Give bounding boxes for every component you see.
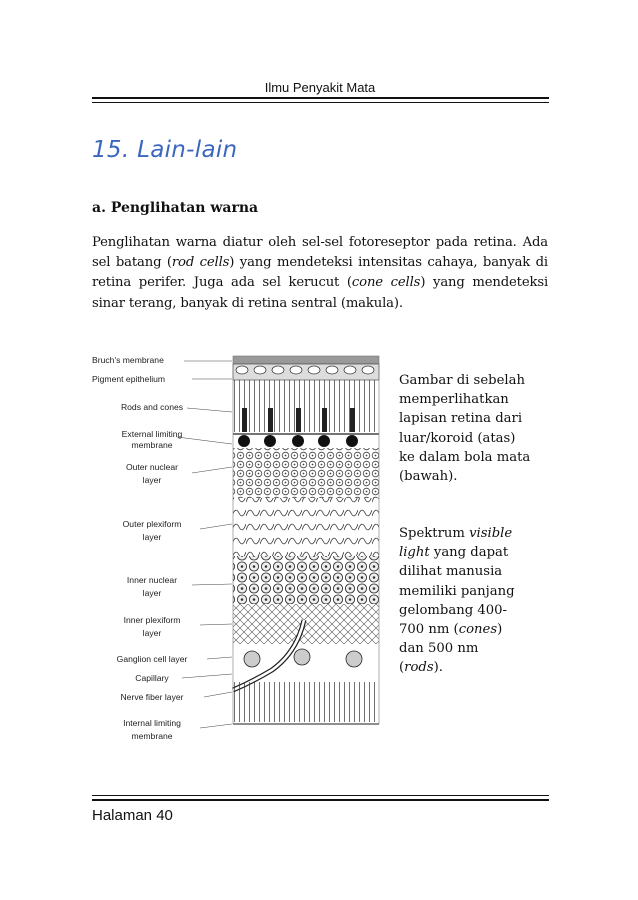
spectrum-text-8a: ( <box>399 660 405 676</box>
caption-line-4: luar/koroid (atas) <box>399 430 516 446</box>
spectrum-text-1a: Spektrum <box>399 526 470 541</box>
caption-line-2: memperlihatkan <box>399 392 509 408</box>
spectrum-term-light: light <box>399 545 430 561</box>
caption-line-1: Gambar di sebelah <box>399 373 525 388</box>
caption-line-5: ke dalam bola mata <box>399 449 531 465</box>
retina-layers <box>233 356 379 724</box>
header-rule-thick <box>92 97 549 99</box>
label-pigment-epithelium: Pigment epithelium <box>92 374 166 384</box>
spectrum-text-3: dilihat manusia <box>399 564 503 580</box>
spectrum-term-rods: rods <box>404 660 434 676</box>
label-nerve-fiber-layer: Nerve fiber layer <box>120 692 184 702</box>
label-internal-limiting-1: Internal limiting <box>123 718 181 728</box>
intro-text-1: Penglihatan warna diatur oleh sel-sel fotoreseptor pada retina. Ada sel batang ( <box>92 235 548 271</box>
label-rods-and-cones: Rods and cones <box>120 402 184 412</box>
page-number: Halaman 40 <box>92 807 173 824</box>
leader-lines <box>177 361 232 728</box>
label-inner-plexiform-2: layer <box>142 628 162 638</box>
retina-layers-figure <box>92 352 392 747</box>
label-internal-limiting-2: membrane <box>131 731 173 741</box>
chapter-title: 15. Lain-lain <box>92 137 238 163</box>
label-bruchs-membrane: Bruch's membrane <box>92 355 164 365</box>
label-outer-plexiform-2: layer <box>142 532 162 542</box>
spectrum-text-6c: ) <box>497 622 503 638</box>
spectrum-text-6a: 700 nm ( <box>399 622 459 638</box>
intro-cone-term: cone cells <box>351 275 421 291</box>
spectrum-note <box>399 524 559 678</box>
header-rule-thin <box>92 102 549 103</box>
label-ganglion-cell-layer: Ganglion cell layer <box>116 654 188 664</box>
intro-paragraph <box>92 233 548 314</box>
label-outer-plexiform-1: Outer plexiform <box>122 519 182 529</box>
running-header: Ilmu Penyakit Mata <box>264 80 376 95</box>
intro-text-3: ) yang mendeteksi sinar terang, banyak di retina sentral (makula). <box>92 275 549 311</box>
label-inner-nuclear-1: Inner nuclear <box>126 575 178 585</box>
section-heading: a. Penglihatan warna <box>92 200 259 216</box>
spectrum-term-visible: visible <box>469 526 513 541</box>
label-inner-plexiform-1: Inner plexiform <box>123 615 181 625</box>
label-external-limiting-1: External limiting <box>121 429 183 439</box>
label-outer-nuclear-1: Outer nuclear <box>125 462 179 472</box>
intro-rod-term: rod cells <box>171 255 230 271</box>
label-outer-nuclear-2: layer <box>142 475 162 485</box>
label-capillary: Capillary <box>135 673 169 683</box>
spectrum-term-cones: cones <box>458 622 498 638</box>
intro-text-2: ) yang mendeteksi intensitas cahaya, banyak di retina perifer. Juga ada sel kerucut ( <box>92 255 548 291</box>
footer-rule-thin <box>92 795 549 796</box>
spectrum-text-2b: yang dapat <box>429 545 509 561</box>
label-external-limiting-2: membrane <box>131 440 173 450</box>
spectrum-text-8c: ). <box>433 660 443 676</box>
figure-caption <box>399 371 559 486</box>
footer-rule-thick <box>92 799 549 801</box>
caption-line-6: (bawah). <box>399 469 458 485</box>
caption-line-3: lapisan retina dari <box>399 411 523 427</box>
spectrum-text-4: memiliki panjang <box>399 583 515 599</box>
spectrum-text-5: gelombang 400- <box>399 602 507 618</box>
spectrum-text-7: dan 500 nm <box>399 641 479 657</box>
label-inner-nuclear-2: layer <box>142 588 162 598</box>
retina-illustration <box>92 352 392 747</box>
